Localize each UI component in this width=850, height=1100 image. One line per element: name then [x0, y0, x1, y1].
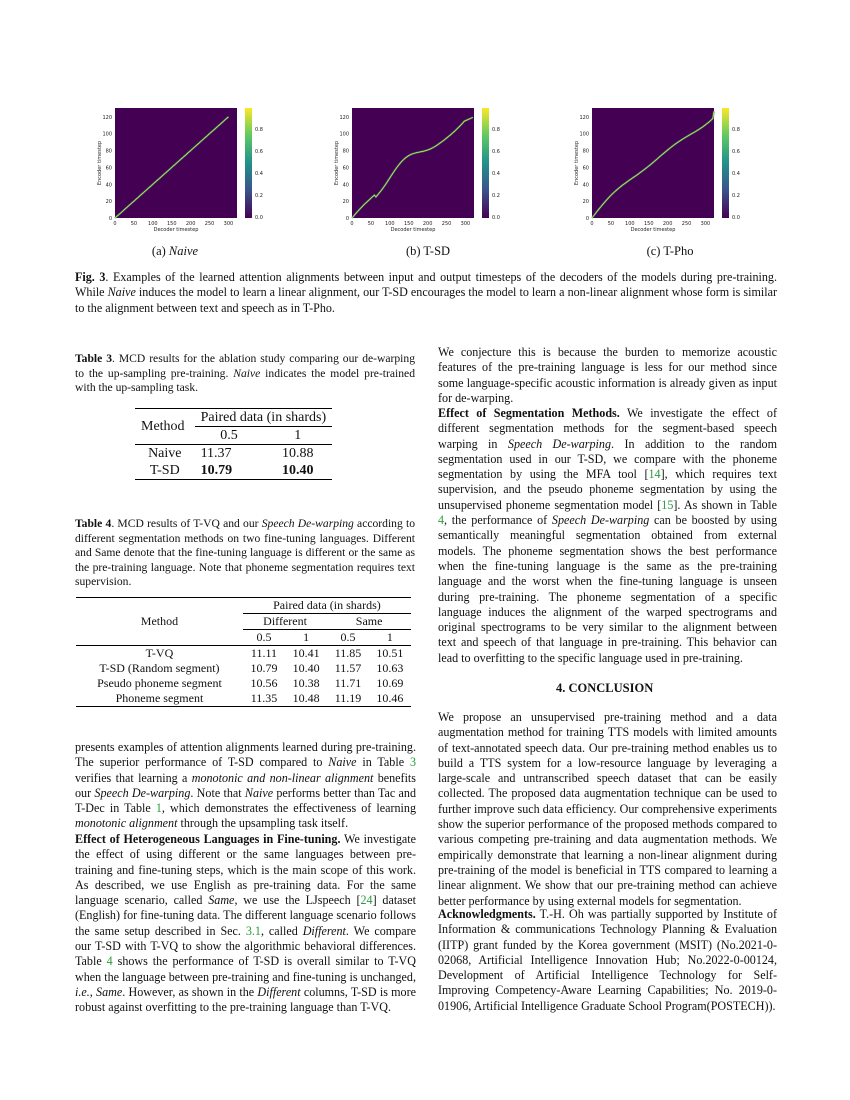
- table-3-col-header: 0.5: [195, 427, 264, 445]
- table-row: [76, 661, 411, 676]
- table-4-method-header: Method: [76, 598, 243, 646]
- y-tick-label: 120: [579, 114, 589, 121]
- y-tick-label: 20: [105, 199, 112, 206]
- citation-link[interactable]: 14: [648, 467, 661, 482]
- y-tick-label: 100: [102, 131, 112, 138]
- panel-caption-a: (a) Naive: [151, 244, 199, 258]
- y-tick-label: 40: [582, 182, 589, 189]
- table-3-row-name: Naive: [148, 446, 182, 461]
- table-3-row-name: T-SD: [149, 463, 180, 478]
- y-tick-label: 20: [582, 199, 589, 206]
- panel-caption-c: (c) T-Pho: [646, 244, 694, 258]
- table-3-caption: Table 3. MCD results for the ablation study comparing our de-warping to the up-sampling pre-training. Naive indicates the model pre-trained with the up-sampling task.: [75, 352, 415, 395]
- colorbar-tick-label: 0.4: [492, 171, 500, 177]
- table-4-cell: 10.46: [376, 691, 404, 705]
- colorbar-tick-label: 0.6: [492, 149, 500, 155]
- y-tick-label: 0: [108, 216, 112, 222]
- table-4-cell: 10.40: [292, 661, 320, 675]
- x-tick-label: 250: [204, 221, 215, 227]
- table-4-cell: 11.11: [250, 646, 278, 660]
- table-4-cell: 10.63: [376, 661, 404, 675]
- table-row: [76, 646, 411, 662]
- table-4-group-header: Paired data (in shards): [243, 598, 411, 614]
- x-tick-label: 150: [403, 221, 414, 227]
- table-ref-link[interactable]: 4: [106, 954, 113, 969]
- table-4-cell: 11.19: [334, 691, 362, 705]
- colorbar-tick-label: 0.0: [732, 215, 740, 221]
- y-tick-label: 120: [102, 114, 112, 121]
- colorbar-tick-label: 0.8: [732, 127, 740, 133]
- x-tick-label: 100: [148, 221, 158, 227]
- table-4-caption: Table 4. MCD results of T-VQ and our Speech De-warping according to different segmentation methods on two fine-tuning languages. Different and Same denote that the fine-tuning language is different or the same as the pre-training language. Note that phoneme segmentation requires text supervision.: [75, 517, 416, 589]
- x-axis-label: Decoder timestep: [390, 227, 436, 233]
- table-4-cell: 10.51: [376, 646, 404, 660]
- y-tick-label: 60: [582, 165, 589, 172]
- table-3-cell: 11.37: [200, 446, 232, 461]
- y-tick-label: 80: [105, 148, 112, 155]
- y-tick-label: 20: [342, 199, 349, 206]
- x-tick-label: 100: [385, 221, 395, 227]
- table-4-col-header: 1: [369, 630, 411, 646]
- y-tick-label: 40: [342, 182, 349, 189]
- colorbar-tick-label: 0.6: [732, 149, 740, 155]
- y-tick-label: 60: [342, 165, 349, 172]
- colorbar-tick-label: 0.4: [732, 171, 740, 177]
- colorbar-tick-label: 0.0: [492, 215, 500, 221]
- table-4-cell: 10.79: [250, 661, 278, 675]
- right-paragraph-2: Effect of Segmentation Methods. We investigate the effect of different segmentation methods for the segment-based speech warping in Speech De-warping. In addition to the random segmentation used in our T-SD, we compare with the phoneme segmentation by using the MFA tool [14], which requires text supervision, and the pseudo phoneme segmentation by using the unsupervised phoneme segmentation model [15]. As shown in Table 4, the performance of Speech De-warping can be boosted by using semantically meaningful segmentation obtained from external models. The phoneme segmentation shows the best performance when the fine-tuning language is the same as the pre-training language and the worst when the fine-tuning language is unseen during pre-training. The phoneme segmentation of a specific language induces the alignment of the warped spectrograms and original spectrograms to be very similar to the alignment between text and speech of that language in pre-training. This behavior can lead to overfitting to the specific language used in pre-training.: [438, 406, 778, 665]
- table-3: [135, 408, 332, 480]
- x-tick-label: 50: [130, 221, 138, 227]
- paragraph-heading: Effect of Segmentation Methods.: [438, 406, 620, 420]
- y-tick-label: 100: [339, 131, 349, 138]
- table-4: [76, 597, 411, 707]
- citation-link[interactable]: 24: [360, 893, 373, 908]
- table-ref-link[interactable]: 4: [438, 513, 445, 528]
- table-ref-link[interactable]: 3: [409, 755, 416, 770]
- x-tick-label: 150: [166, 221, 177, 227]
- colorbar-tick-label: 0.8: [492, 127, 500, 133]
- table-3-cell: 10.40: [281, 463, 314, 478]
- colorbar-tick-label: 0.2: [732, 193, 740, 199]
- table-4-subgroup-header: Same: [327, 614, 411, 630]
- table-4-row-name: Phoneme segment: [115, 691, 204, 705]
- section-title-conclusion: 4. CONCLUSION: [556, 681, 654, 695]
- table-row: [76, 676, 411, 691]
- citation-link[interactable]: 15: [661, 497, 674, 512]
- table-4-cell: 11.85: [334, 646, 362, 660]
- y-tick-label: 80: [582, 148, 589, 155]
- x-tick-label: 100: [625, 221, 635, 227]
- colorbar: [482, 108, 489, 218]
- y-tick-label: 120: [339, 114, 349, 121]
- attention-heatmap-tpho: [570, 100, 765, 240]
- x-tick-label: 300: [223, 221, 234, 227]
- paragraph-heading: Acknowledgments.: [438, 907, 536, 921]
- right-paragraph-conclusion: We propose an unsupervised pre-training method and a data augmentation method for training TTS models with limited amounts of text-annotated speech data. Our pre-training method enables us to build a TTS system for a low-resource language by leveraging a large-scale and untranscribed speech dataset that can be easily collected. The proposed data augmentation technique can be used to further improve such data efficiency. Our comprehensive experiments show the superior performance of the proposed methods compared to various competing pre-training and data augmentation methods. We empirically demonstrate that learning a non-linear alignment during pre-training of the model is beneficial in TTS compared to learning a linear alignment. We show that our pre-training method can achieve better performance by using external models for segmentation.: [438, 710, 777, 908]
- x-tick-label: 200: [422, 221, 433, 227]
- x-tick-label: 250: [681, 221, 692, 227]
- attention-heatmap-tsd: [330, 100, 525, 240]
- paragraph-heading: Effect of Heterogeneous Languages in Fine-tuning.: [75, 832, 341, 846]
- table-3-method-header: Method: [135, 409, 195, 445]
- table-4-subgroup-header: Different: [243, 614, 327, 630]
- colorbar-tick-label: 0.6: [255, 149, 263, 155]
- table-4-cell: 10.56: [250, 676, 278, 690]
- y-tick-label: 100: [579, 131, 589, 138]
- table-row: [135, 462, 332, 480]
- x-tick-label: 0: [113, 221, 117, 227]
- table-3-group-header: Paired data (in shards): [195, 409, 333, 427]
- x-axis-label: Decoder timestep: [153, 227, 199, 233]
- heatmap-background: [352, 108, 474, 218]
- table-4-cell: 11.71: [334, 676, 362, 690]
- acknowledgments: Acknowledgments. T.-H. Oh was partially supported by Institute of Information & communications Technology Planning & Evaluation (IITP) grant funded by the Korea government (MSIT) (No.2021-0-02068, Artificial Intelligence Innovation Hub; No.2022-0-00124, Development of Artificial Intelligence Technology for Self-Improving Competency-Aware Learning Capabilities; No. 2019-0-01906, Artificial Intelligence Graduate School Program(POSTECH)).: [438, 907, 777, 1013]
- colorbar-tick-label: 0.2: [255, 193, 263, 199]
- table-4-cell: 11.35: [250, 691, 278, 705]
- table-4-cell: 10.38: [292, 676, 320, 690]
- table-row: [135, 445, 332, 463]
- y-axis-label: Encoder timestep: [97, 140, 103, 186]
- x-tick-label: 0: [350, 221, 354, 227]
- attention-heatmap-naive: [93, 100, 288, 240]
- x-tick-label: 50: [367, 221, 375, 227]
- x-tick-label: 0: [590, 221, 594, 227]
- colorbar-tick-label: 0.0: [255, 215, 263, 221]
- table-4-row-name: T-VQ: [145, 646, 174, 660]
- table-4-cell: 10.48: [292, 691, 320, 705]
- colorbar-tick-label: 0.8: [255, 127, 263, 133]
- y-tick-label: 80: [342, 148, 349, 155]
- table-4-col-header: 0.5: [327, 630, 369, 646]
- x-tick-label: 250: [441, 221, 452, 227]
- x-tick-label: 300: [460, 221, 471, 227]
- x-tick-label: 50: [607, 221, 615, 227]
- x-tick-label: 150: [643, 221, 654, 227]
- y-tick-label: 60: [105, 165, 112, 172]
- table-4-cell: 10.41: [292, 646, 320, 660]
- table-4-col-header: 1: [285, 630, 327, 646]
- table-4-cell: 10.69: [376, 676, 404, 690]
- colorbar: [722, 108, 729, 218]
- x-axis-label: Decoder timestep: [630, 227, 676, 233]
- table-4-col-header: 0.5: [243, 630, 285, 646]
- table-row: [76, 691, 411, 707]
- y-axis-label: Encoder timestep: [334, 140, 340, 186]
- colorbar-tick-label: 0.2: [492, 193, 500, 199]
- left-paragraph-1: presents examples of attention alignments learned during pre-training. The superior performance of T-SD compared to Naive in Table 3 verifies that learning a monotonic and non-linear alignment benefits our Speech De-warping. Note that Naive performs better than Tac and T-Dec in Table 1, which demonstrates the effectiveness of learning monotonic alignment through the upsampling task itself.: [75, 740, 416, 831]
- figure-caption: Fig. 3. Examples of the learned attention alignments between input and output timesteps of the decoders of the models during pre-training. While Naive induces the model to learn a linear alignment, our T-SD encourages the model to learn a non-linear alignment whose form is similar to the alignment between text and speech as in T-Pho.: [75, 270, 777, 315]
- table-4-row-name: Pseudo phoneme segment: [97, 676, 222, 690]
- table-3-cell: 10.79: [200, 463, 233, 478]
- y-tick-label: 0: [585, 216, 589, 222]
- table-ref-link[interactable]: 1: [155, 801, 162, 816]
- y-tick-label: 0: [345, 216, 349, 222]
- x-tick-label: 200: [662, 221, 673, 227]
- colorbar: [245, 108, 252, 218]
- left-paragraph-2: Effect of Heterogeneous Languages in Fine-tuning. We investigate the effect of using different or the same languages between pre-training and fine-tuning steps, which is the main scope of this work. As described, we use English as pre-training data. For the same language scenario, called Same, we use the LJspeech [24] dataset (English) for fine-tuning data. The different language scenario follows the same setup described in Sec. 3.1, called Different. We compare our T-SD with T-VQ to show the algorithmic behavioral differences. Table 4 shows the performance of T-SD is overall similar to T-VQ when the language between pre-training and fine-tuning is unchanged, i.e., Same. However, as shown in the Different columns, T-SD is more robust against overfitting to the pre-training language than T-VQ.: [75, 832, 416, 1015]
- colorbar-tick-label: 0.4: [255, 171, 263, 177]
- x-tick-label: 300: [700, 221, 711, 227]
- table-4-row-name: T-SD (Random segment): [99, 661, 220, 675]
- panel-caption-b: (b) T-SD: [405, 244, 451, 258]
- x-tick-label: 200: [185, 221, 196, 227]
- y-tick-label: 40: [105, 182, 112, 189]
- y-axis-label: Encoder timestep: [574, 140, 580, 186]
- right-paragraph-1: We conjecture this is because the burden to memorize acoustic features of the pre-training language is less for our method since some language-specific acoustic information is already given as input for de-warping.: [438, 345, 777, 405]
- table-4-cell: 11.57: [334, 661, 362, 675]
- table-3-cell: 10.88: [281, 446, 314, 461]
- section-ref-link[interactable]: 3.1: [245, 923, 261, 938]
- table-3-col-header: 1: [263, 427, 332, 445]
